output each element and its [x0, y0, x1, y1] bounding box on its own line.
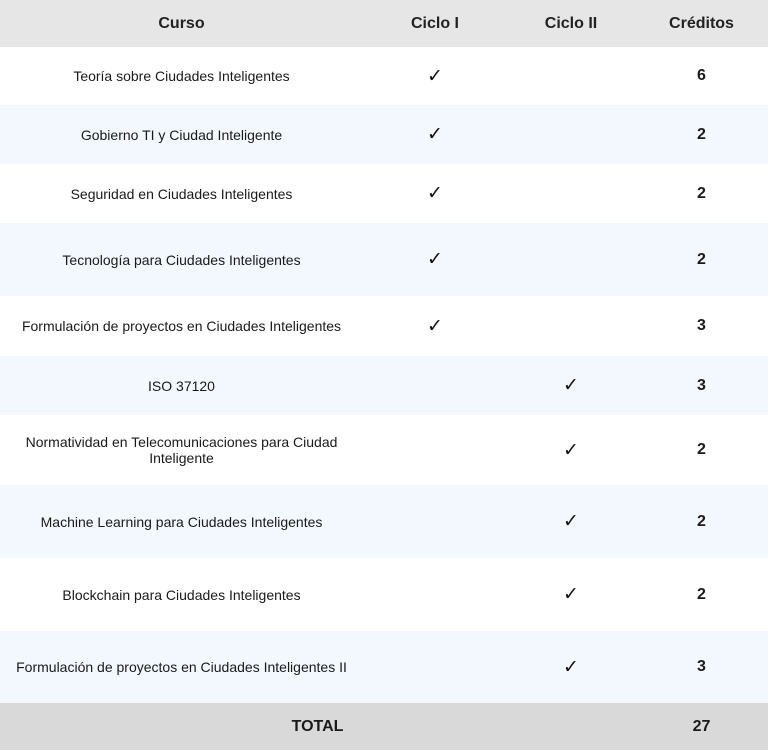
ciclo-2-check-icon: ✓ [563, 511, 579, 532]
table-row [0, 296, 768, 356]
table-row [0, 415, 768, 485]
course-credits: 2 [697, 250, 706, 268]
course-name: Formulación de proyectos en Ciudades Inteligentes [21, 318, 342, 334]
course-credits: 3 [697, 317, 706, 334]
ciclo-1-check-icon: ✓ [427, 65, 443, 87]
course-credits: 6 [697, 67, 706, 84]
course-name: Formulación de proyectos en Ciudades Inteligentes II [16, 659, 347, 675]
header-ciclo-2: Ciclo II [544, 14, 598, 32]
total-credits: 27 [692, 717, 711, 735]
course-name: Machine Learning para Ciudades Inteligentes [40, 513, 323, 530]
ciclo-1-check-icon: ✓ [427, 249, 443, 270]
course-credits: 2 [697, 585, 706, 603]
table-header [0, 0, 768, 47]
course-name: Tecnología para Ciudades Inteligentes [62, 251, 301, 268]
course-credits: 2 [697, 441, 706, 458]
table-row [0, 631, 768, 703]
ciclo-2-check-icon: ✓ [563, 584, 579, 605]
table-footer [0, 703, 768, 750]
course-name: Blockchain para Ciudades Inteligentes [62, 586, 301, 603]
ciclo-1-check-icon: ✓ [427, 183, 443, 204]
header-ciclo-1: Ciclo I [410, 14, 459, 32]
course-credits: 2 [697, 512, 706, 530]
course-name: ISO 37120 [148, 377, 215, 394]
table-row [0, 356, 768, 415]
table-row [0, 47, 768, 105]
table-row [0, 105, 768, 164]
table-row [0, 558, 768, 631]
course-credits: 3 [697, 658, 706, 675]
table-row [0, 223, 768, 296]
table-row [0, 485, 768, 558]
total-label: TOTAL [291, 717, 344, 735]
header-creditos: Créditos [669, 14, 734, 32]
course-name: Seguridad en Ciudades Inteligentes [70, 185, 293, 202]
course-name: Teoría sobre Ciudades Inteligentes [73, 68, 290, 84]
table-row [0, 164, 768, 223]
course-credits: 3 [697, 376, 706, 394]
header-curso: Curso [158, 14, 205, 32]
course-name: Gobierno TI y Ciudad Inteligente [80, 126, 283, 143]
ciclo-2-check-icon: ✓ [563, 375, 579, 396]
course-credits: 2 [697, 125, 706, 143]
course-credits: 2 [697, 184, 706, 202]
course-name: Normatividad en Telecomunicaciones para Ciudad Inteligente [25, 434, 338, 466]
ciclo-1-check-icon: ✓ [427, 124, 443, 145]
ciclo-2-check-icon: ✓ [563, 439, 579, 461]
ciclo-2-check-icon: ✓ [563, 656, 579, 678]
ciclo-1-check-icon: ✓ [427, 315, 443, 337]
